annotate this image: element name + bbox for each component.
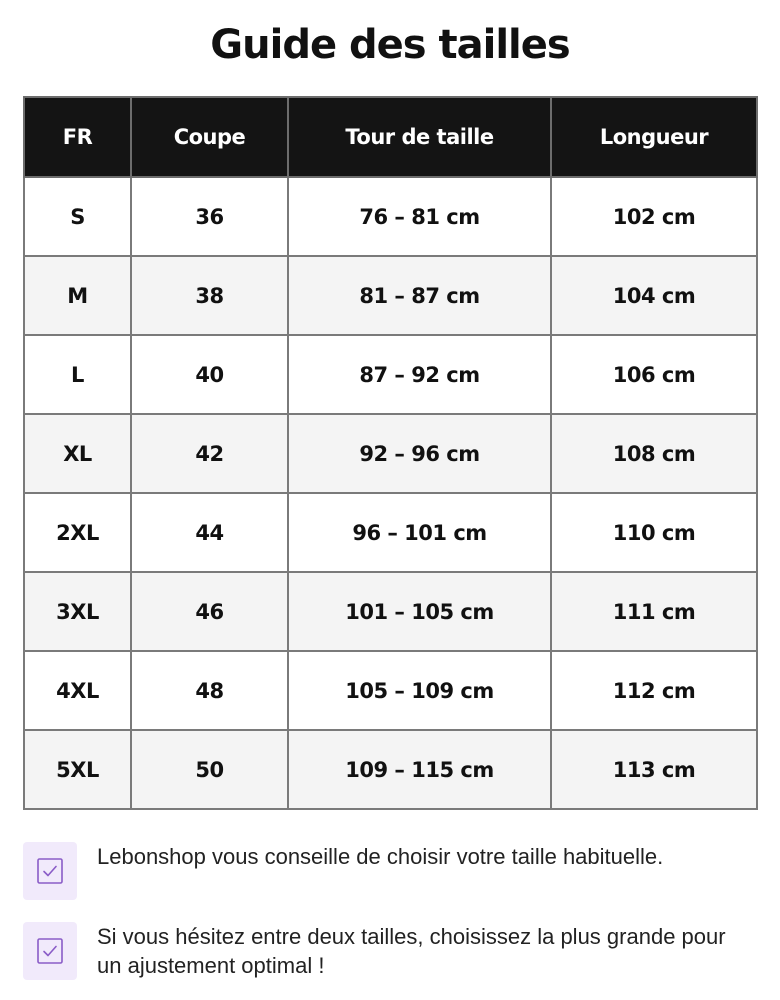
table-row <box>24 335 757 414</box>
cell-coupe: 36 <box>131 177 288 256</box>
tip-item <box>23 842 756 906</box>
cell-coupe: 48 <box>131 651 288 730</box>
page-title: Guide des tailles <box>210 22 570 68</box>
cell-tour-de-taille: 92 – 96 cm <box>288 414 551 493</box>
table-row <box>24 256 757 335</box>
header-longueur: Longueur <box>551 97 757 177</box>
cell-fr: 2XL <box>24 493 131 572</box>
table-header-row <box>24 97 757 177</box>
cell-fr: L <box>24 335 131 414</box>
cell-fr: 4XL <box>24 651 131 730</box>
tip-text: Si vous hésitez entre deux tailles, choisissez la plus grande pour un ajustement optimal ! <box>97 924 726 978</box>
cell-longueur: 106 cm <box>551 335 757 414</box>
cell-tour-de-taille: 105 – 109 cm <box>288 651 551 730</box>
table-row <box>24 177 757 256</box>
cell-coupe: 42 <box>131 414 288 493</box>
tip-item <box>23 922 756 986</box>
table-row <box>24 651 757 730</box>
cell-coupe: 40 <box>131 335 288 414</box>
cell-fr: 5XL <box>24 730 131 809</box>
cell-tour-de-taille: 76 – 81 cm <box>288 177 551 256</box>
cell-tour-de-taille: 96 – 101 cm <box>288 493 551 572</box>
cell-fr: XL <box>24 414 131 493</box>
cell-longueur: 111 cm <box>551 572 757 651</box>
cell-coupe: 38 <box>131 256 288 335</box>
cell-tour-de-taille: 101 – 105 cm <box>288 572 551 651</box>
header-fr: FR <box>24 97 131 177</box>
header-coupe: Coupe <box>131 97 288 177</box>
cell-tour-de-taille: 81 – 87 cm <box>288 256 551 335</box>
table-row <box>24 730 757 809</box>
cell-fr: M <box>24 256 131 335</box>
cell-longueur: 110 cm <box>551 493 757 572</box>
cell-longueur: 104 cm <box>551 256 757 335</box>
cell-tour-de-taille: 109 – 115 cm <box>288 730 551 809</box>
table-row <box>24 572 757 651</box>
cell-coupe: 50 <box>131 730 288 809</box>
header-tour-de-taille: Tour de taille <box>288 97 551 177</box>
cell-coupe: 46 <box>131 572 288 651</box>
checkbox-check-icon <box>23 922 77 980</box>
table-row <box>24 414 757 493</box>
tip-text: Lebonshop vous conseille de choisir votre taille habituelle. <box>97 844 664 869</box>
tips-list <box>23 842 756 1000</box>
cell-longueur: 113 cm <box>551 730 757 809</box>
cell-longueur: 112 cm <box>551 651 757 730</box>
cell-fr: 3XL <box>24 572 131 651</box>
cell-coupe: 44 <box>131 493 288 572</box>
cell-longueur: 108 cm <box>551 414 757 493</box>
cell-longueur: 102 cm <box>551 177 757 256</box>
size-guide-table <box>23 96 758 810</box>
cell-fr: S <box>24 177 131 256</box>
cell-tour-de-taille: 87 – 92 cm <box>288 335 551 414</box>
table-row <box>24 493 757 572</box>
checkbox-check-icon <box>23 842 77 900</box>
